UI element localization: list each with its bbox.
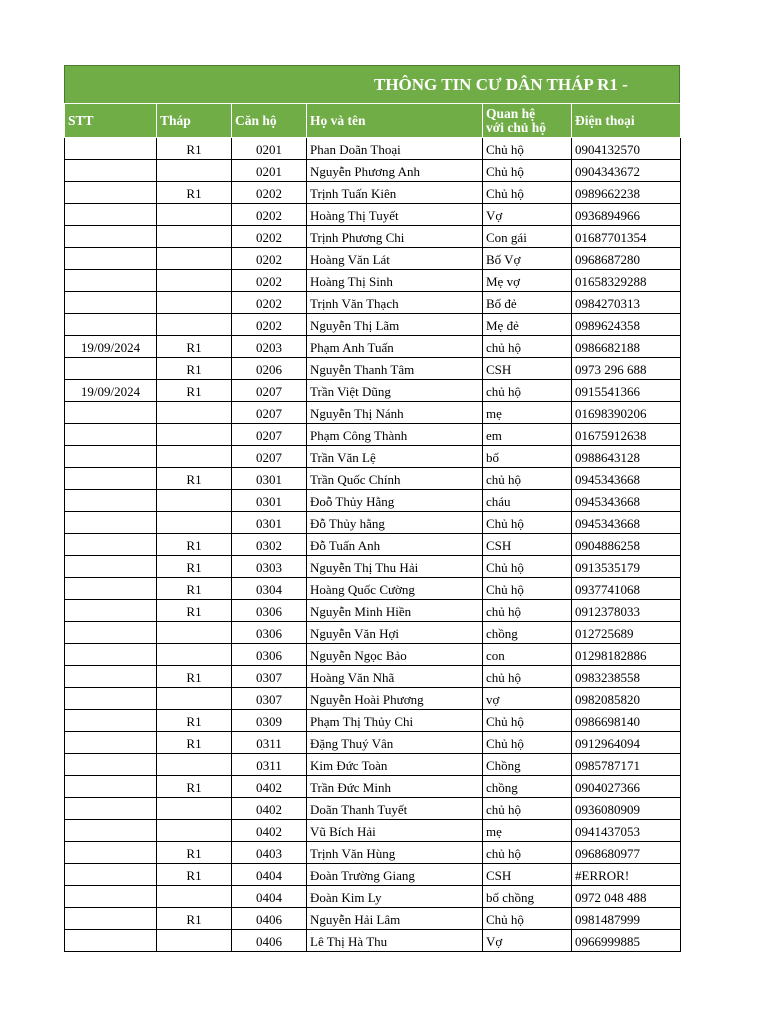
cell-stt[interactable] [65,468,157,490]
table-row [65,336,681,358]
cell-thap[interactable]: R1 [157,842,232,864]
cell-stt[interactable] [65,622,157,644]
cell-can-ho[interactable]: 0404 [232,864,307,886]
cell-dien-thoai[interactable]: 0945343668 [572,512,681,534]
cell-thap[interactable] [157,160,232,182]
table-row [65,754,681,776]
cell-dien-thoai[interactable]: 0968687280 [572,248,681,270]
cell-ho-ten[interactable]: Nguyễn Văn Hợi [307,622,483,644]
cell-can-ho[interactable]: 0406 [232,908,307,930]
cell-stt[interactable] [65,446,157,468]
cell-can-ho[interactable]: 0307 [232,688,307,710]
cell-stt[interactable] [65,886,157,908]
cell-stt[interactable] [65,908,157,930]
cell-stt[interactable] [65,864,157,886]
cell-stt[interactable] [65,248,157,270]
cell-thap[interactable]: R1 [157,776,232,798]
cell-thap[interactable]: R1 [157,864,232,886]
table-row [65,248,681,270]
resident-sheet [64,65,680,952]
cell-thap[interactable] [157,930,232,952]
cell-quan-he[interactable]: chồng [483,622,572,644]
cell-stt[interactable] [65,556,157,578]
cell-quan-he[interactable]: bố chồng [483,886,572,908]
cell-thap[interactable] [157,292,232,314]
table-row [65,402,681,424]
cell-thap[interactable] [157,314,232,336]
cell-dien-thoai[interactable]: 0982085820 [572,688,681,710]
cell-can-ho[interactable]: 0306 [232,622,307,644]
cell-dien-thoai[interactable]: 01298182886 [572,644,681,666]
cell-quan-he[interactable]: Chủ hộ [483,732,572,754]
cell-can-ho[interactable]: 0202 [232,248,307,270]
cell-stt[interactable] [65,688,157,710]
table-row [65,930,681,952]
cell-thap[interactable] [157,644,232,666]
cell-stt[interactable] [65,204,157,226]
cell-stt[interactable] [65,776,157,798]
cell-stt[interactable] [65,754,157,776]
header-dien-thoai[interactable]: Điện thoại [572,104,681,138]
table-row [65,490,681,512]
table-row [65,908,681,930]
table-row [65,666,681,688]
table-row [65,182,681,204]
cell-stt[interactable] [65,600,157,622]
cell-quan-he[interactable]: chủ hộ [483,336,572,358]
cell-dien-thoai[interactable]: 0912964094 [572,732,681,754]
cell-dien-thoai[interactable]: 0912378033 [572,600,681,622]
table-row [65,512,681,534]
cell-stt[interactable] [65,182,157,204]
cell-dien-thoai[interactable]: 0936080909 [572,798,681,820]
cell-stt[interactable] [65,424,157,446]
cell-quan-he[interactable]: Vợ [483,930,572,952]
cell-stt[interactable] [65,578,157,600]
cell-thap[interactable] [157,490,232,512]
table-row [65,226,681,248]
cell-stt[interactable] [65,820,157,842]
cell-quan-he[interactable]: bố [483,446,572,468]
cell-quan-he[interactable]: Mẹ đẻ [483,314,572,336]
cell-thap[interactable] [157,270,232,292]
cell-ho-ten[interactable]: Hoàng Thị Tuyết [307,204,483,226]
cell-can-ho[interactable]: 0402 [232,820,307,842]
cell-quan-he[interactable]: CSH [483,534,572,556]
cell-dien-thoai[interactable]: 0983238558 [572,666,681,688]
header-quan-he[interactable] [483,104,572,138]
cell-quan-he[interactable]: Mẹ vợ [483,270,572,292]
cell-ho-ten[interactable]: Trần Đức Minh [307,776,483,798]
table-row [65,600,681,622]
cell-ho-ten[interactable]: Kim Đức Toàn [307,754,483,776]
cell-ho-ten[interactable]: Trần Việt Dũng [307,380,483,402]
cell-can-ho[interactable]: 0309 [232,710,307,732]
cell-ho-ten[interactable]: Nguyễn Thị Thu Hải [307,556,483,578]
cell-thap[interactable]: R1 [157,468,232,490]
cell-can-ho[interactable]: 0307 [232,666,307,688]
cell-stt[interactable] [65,314,157,336]
table-row [65,424,681,446]
table-row [65,820,681,842]
table-row [65,468,681,490]
cell-dien-thoai[interactable]: 0941437053 [572,820,681,842]
cell-ho-ten[interactable]: Đoàn Trường Giang [307,864,483,886]
cell-ho-ten[interactable]: Nguyễn Thanh Tâm [307,358,483,380]
cell-can-ho[interactable]: 0402 [232,798,307,820]
cell-stt[interactable] [65,732,157,754]
cell-ho-ten[interactable]: Doãn Thanh Tuyết [307,798,483,820]
cell-ho-ten[interactable]: Nguyễn Phương Anh [307,160,483,182]
table-row [65,314,681,336]
cell-can-ho[interactable]: 0201 [232,138,307,160]
cell-quan-he[interactable]: vợ [483,688,572,710]
cell-quan-he[interactable]: chủ hộ [483,666,572,688]
cell-can-ho[interactable]: 0202 [232,182,307,204]
cell-thap[interactable]: R1 [157,600,232,622]
cell-thap[interactable]: R1 [157,732,232,754]
cell-can-ho[interactable]: 0202 [232,314,307,336]
table-row [65,776,681,798]
cell-thap[interactable]: R1 [157,182,232,204]
table-row [65,534,681,556]
cell-dien-thoai[interactable]: 0985787171 [572,754,681,776]
cell-thap[interactable] [157,798,232,820]
cell-can-ho[interactable]: 0406 [232,930,307,952]
cell-ho-ten[interactable]: Hoàng Văn Nhã [307,666,483,688]
cell-ho-ten[interactable]: Nguyễn Hải Lâm [307,908,483,930]
cell-thap[interactable] [157,424,232,446]
table-row [65,798,681,820]
cell-dien-thoai[interactable]: 0986698140 [572,710,681,732]
cell-can-ho[interactable]: 0201 [232,160,307,182]
cell-can-ho[interactable]: 0404 [232,886,307,908]
cell-quan-he[interactable]: CSH [483,358,572,380]
table-row [65,358,681,380]
cell-stt[interactable] [65,798,157,820]
cell-stt[interactable] [65,490,157,512]
cell-dien-thoai[interactable]: 01687701354 [572,226,681,248]
header-row [65,104,681,138]
sheet-title: THÔNG TIN CƯ DÂN THÁP R1 - [374,75,628,94]
cell-ho-ten[interactable]: Đặng Thuý Vân [307,732,483,754]
cell-quan-he[interactable]: Chủ hộ [483,182,572,204]
cell-can-ho[interactable]: 0207 [232,446,307,468]
cell-dien-thoai[interactable]: 0904343672 [572,160,681,182]
cell-dien-thoai[interactable]: 0989624358 [572,314,681,336]
header-quan-he-line1: Quan hệ [486,105,536,121]
cell-thap[interactable] [157,622,232,644]
cell-stt[interactable] [65,534,157,556]
cell-thap[interactable] [157,204,232,226]
cell-quan-he[interactable]: con [483,644,572,666]
cell-can-ho[interactable]: 0306 [232,600,307,622]
cell-dien-thoai[interactable]: 0904027366 [572,776,681,798]
cell-stt[interactable] [65,666,157,688]
cell-dien-thoai[interactable]: 01698390206 [572,402,681,424]
table-row [65,292,681,314]
cell-quan-he[interactable]: mẹ [483,820,572,842]
cell-can-ho[interactable]: 0402 [232,776,307,798]
cell-ho-ten[interactable]: Đoàn Kim Ly [307,886,483,908]
cell-can-ho[interactable]: 0311 [232,754,307,776]
cell-can-ho[interactable]: 0303 [232,556,307,578]
cell-stt[interactable]: 19/09/2024 [65,336,157,358]
cell-ho-ten[interactable]: Trịnh Phương Chi [307,226,483,248]
cell-ho-ten[interactable]: Nguyễn Hoài Phương [307,688,483,710]
cell-dien-thoai[interactable]: 0968680977 [572,842,681,864]
table-row [65,688,681,710]
header-can-ho[interactable]: Căn hộ [232,104,307,138]
cell-can-ho[interactable]: 0207 [232,380,307,402]
cell-can-ho[interactable]: 0206 [232,358,307,380]
cell-dien-thoai[interactable]: 01675912638 [572,424,681,446]
cell-quan-he[interactable]: chủ hộ [483,380,572,402]
cell-thap[interactable]: R1 [157,908,232,930]
cell-thap[interactable] [157,512,232,534]
cell-ho-ten[interactable]: Trịnh Văn Thạch [307,292,483,314]
cell-quan-he[interactable]: Chủ hộ [483,512,572,534]
cell-ho-ten[interactable]: Đỗ Thủy hằng [307,512,483,534]
cell-ho-ten[interactable]: Trịnh Tuấn Kiên [307,182,483,204]
cell-can-ho[interactable]: 0306 [232,644,307,666]
cell-thap[interactable] [157,886,232,908]
cell-quan-he[interactable]: chủ hộ [483,600,572,622]
cell-dien-thoai[interactable]: 0984270313 [572,292,681,314]
cell-ho-ten[interactable]: Phạm Thị Thủy Chi [307,710,483,732]
cell-dien-thoai[interactable]: 0904886258 [572,534,681,556]
cell-thap[interactable]: R1 [157,578,232,600]
table-row [65,578,681,600]
cell-stt[interactable] [65,512,157,534]
cell-thap[interactable] [157,820,232,842]
cell-dien-thoai[interactable]: 0986682188 [572,336,681,358]
cell-quan-he[interactable]: Vợ [483,204,572,226]
cell-can-ho[interactable]: 0302 [232,534,307,556]
cell-ho-ten[interactable]: Phan Doãn Thoại [307,138,483,160]
cell-ho-ten[interactable]: Hoàng Thị Sinh [307,270,483,292]
cell-stt[interactable] [65,930,157,952]
cell-can-ho[interactable]: 0202 [232,270,307,292]
cell-can-ho[interactable]: 0403 [232,842,307,864]
table-row [65,204,681,226]
cell-dien-thoai[interactable]: 0981487999 [572,908,681,930]
cell-quan-he[interactable]: chủ hộ [483,468,572,490]
table-row [65,160,681,182]
table-row [65,380,681,402]
cell-ho-ten[interactable]: Hoàng Quốc Cường [307,578,483,600]
cell-thap[interactable]: R1 [157,710,232,732]
cell-quan-he[interactable]: mẹ [483,402,572,424]
table-row [65,864,681,886]
cell-stt[interactable] [65,292,157,314]
cell-quan-he[interactable]: Chủ hộ [483,710,572,732]
cell-quan-he[interactable]: Chủ hộ [483,160,572,182]
cell-ho-ten[interactable]: Nguyễn Thị Nánh [307,402,483,424]
cell-quan-he[interactable]: chồng [483,776,572,798]
table-row [65,556,681,578]
cell-stt[interactable] [65,402,157,424]
cell-thap[interactable]: R1 [157,138,232,160]
cell-ho-ten[interactable]: Trần Văn Lệ [307,446,483,468]
cell-can-ho[interactable]: 0301 [232,490,307,512]
table-row [65,710,681,732]
cell-dien-thoai[interactable]: 0937741068 [572,578,681,600]
cell-quan-he[interactable]: Bố đẻ [483,292,572,314]
sheet-title-bar [64,65,680,103]
cell-dien-thoai[interactable]: 0972 048 488 [572,886,681,908]
cell-ho-ten[interactable]: Nguyễn Thị Lãm [307,314,483,336]
cell-stt[interactable] [65,160,157,182]
cell-quan-he[interactable]: chủ hộ [483,842,572,864]
cell-dien-thoai[interactable]: 01658329288 [572,270,681,292]
cell-ho-ten[interactable]: Nguyễn Minh Hiền [307,600,483,622]
table-body [65,138,681,952]
cell-stt[interactable] [65,270,157,292]
cell-can-ho[interactable]: 0207 [232,424,307,446]
cell-dien-thoai[interactable]: 0936894966 [572,204,681,226]
cell-can-ho[interactable]: 0301 [232,512,307,534]
header-ho-ten[interactable]: Họ và tên [307,104,483,138]
cell-thap[interactable]: R1 [157,534,232,556]
cell-stt[interactable] [65,358,157,380]
header-stt[interactable]: STT [65,104,157,138]
cell-thap[interactable] [157,248,232,270]
cell-dien-thoai[interactable]: 0945343668 [572,490,681,512]
cell-quan-he[interactable]: Chủ hộ [483,908,572,930]
cell-thap[interactable] [157,446,232,468]
cell-can-ho[interactable]: 0202 [232,204,307,226]
cell-thap[interactable] [157,402,232,424]
cell-dien-thoai[interactable]: 0915541366 [572,380,681,402]
cell-dien-thoai[interactable]: 0945343668 [572,468,681,490]
cell-thap[interactable]: R1 [157,358,232,380]
cell-ho-ten[interactable]: Trịnh Văn Hùng [307,842,483,864]
cell-stt[interactable] [65,138,157,160]
cell-ho-ten[interactable]: Hoàng Văn Lát [307,248,483,270]
cell-thap[interactable]: R1 [157,666,232,688]
cell-ho-ten[interactable]: Phạm Công Thành [307,424,483,446]
cell-can-ho[interactable]: 0207 [232,402,307,424]
cell-quan-he[interactable]: Con gái [483,226,572,248]
cell-quan-he[interactable]: Chồng [483,754,572,776]
cell-dien-thoai[interactable]: 012725689 [572,622,681,644]
cell-thap[interactable]: R1 [157,336,232,358]
cell-quan-he[interactable]: Chủ hộ [483,578,572,600]
cell-quan-he[interactable]: CSH [483,864,572,886]
table-row [65,446,681,468]
cell-ho-ten[interactable]: Đỗ Tuấn Anh [307,534,483,556]
cell-can-ho[interactable]: 0311 [232,732,307,754]
table-row [65,732,681,754]
cell-quan-he[interactable]: chủ hộ [483,798,572,820]
table-row [65,138,681,160]
cell-quan-he[interactable]: Chủ hộ [483,138,572,160]
cell-thap[interactable]: R1 [157,380,232,402]
cell-stt[interactable] [65,710,157,732]
cell-dien-thoai[interactable]: 0913535179 [572,556,681,578]
cell-ho-ten[interactable]: Nguyễn Ngọc Bảo [307,644,483,666]
cell-dien-thoai[interactable]: 0966999885 [572,930,681,952]
cell-can-ho[interactable]: 0304 [232,578,307,600]
table-row [65,842,681,864]
cell-ho-ten[interactable]: Đoỗ Thủy Hằng [307,490,483,512]
cell-quan-he[interactable]: cháu [483,490,572,512]
cell-stt[interactable] [65,226,157,248]
cell-dien-thoai[interactable]: #ERROR! [572,864,681,886]
cell-thap[interactable] [157,688,232,710]
cell-can-ho[interactable]: 0203 [232,336,307,358]
header-quan-he-line2: với chủ hộ [486,119,546,135]
table-row [65,270,681,292]
cell-quan-he[interactable]: Bố Vợ [483,248,572,270]
table-row [65,886,681,908]
resident-table [64,103,681,952]
cell-dien-thoai[interactable]: 0989662238 [572,182,681,204]
cell-can-ho[interactable]: 0202 [232,226,307,248]
cell-can-ho[interactable]: 0202 [232,292,307,314]
cell-quan-he[interactable]: Chủ hộ [483,556,572,578]
cell-thap[interactable]: R1 [157,556,232,578]
cell-dien-thoai[interactable]: 0973 296 688 [572,358,681,380]
cell-ho-ten[interactable]: Vũ Bích Hải [307,820,483,842]
cell-thap[interactable] [157,754,232,776]
table-row [65,644,681,666]
cell-stt[interactable] [65,842,157,864]
cell-stt[interactable] [65,644,157,666]
table-row [65,622,681,644]
cell-thap[interactable] [157,226,232,248]
cell-dien-thoai[interactable]: 0988643128 [572,446,681,468]
cell-can-ho[interactable]: 0301 [232,468,307,490]
cell-dien-thoai[interactable]: 0904132570 [572,138,681,160]
cell-ho-ten[interactable]: Phạm Anh Tuấn [307,336,483,358]
cell-quan-he[interactable]: em [483,424,572,446]
header-thap[interactable]: Tháp [157,104,232,138]
cell-stt[interactable]: 19/09/2024 [65,380,157,402]
cell-ho-ten[interactable]: Trần Quốc Chính [307,468,483,490]
cell-ho-ten[interactable]: Lê Thị Hà Thu [307,930,483,952]
